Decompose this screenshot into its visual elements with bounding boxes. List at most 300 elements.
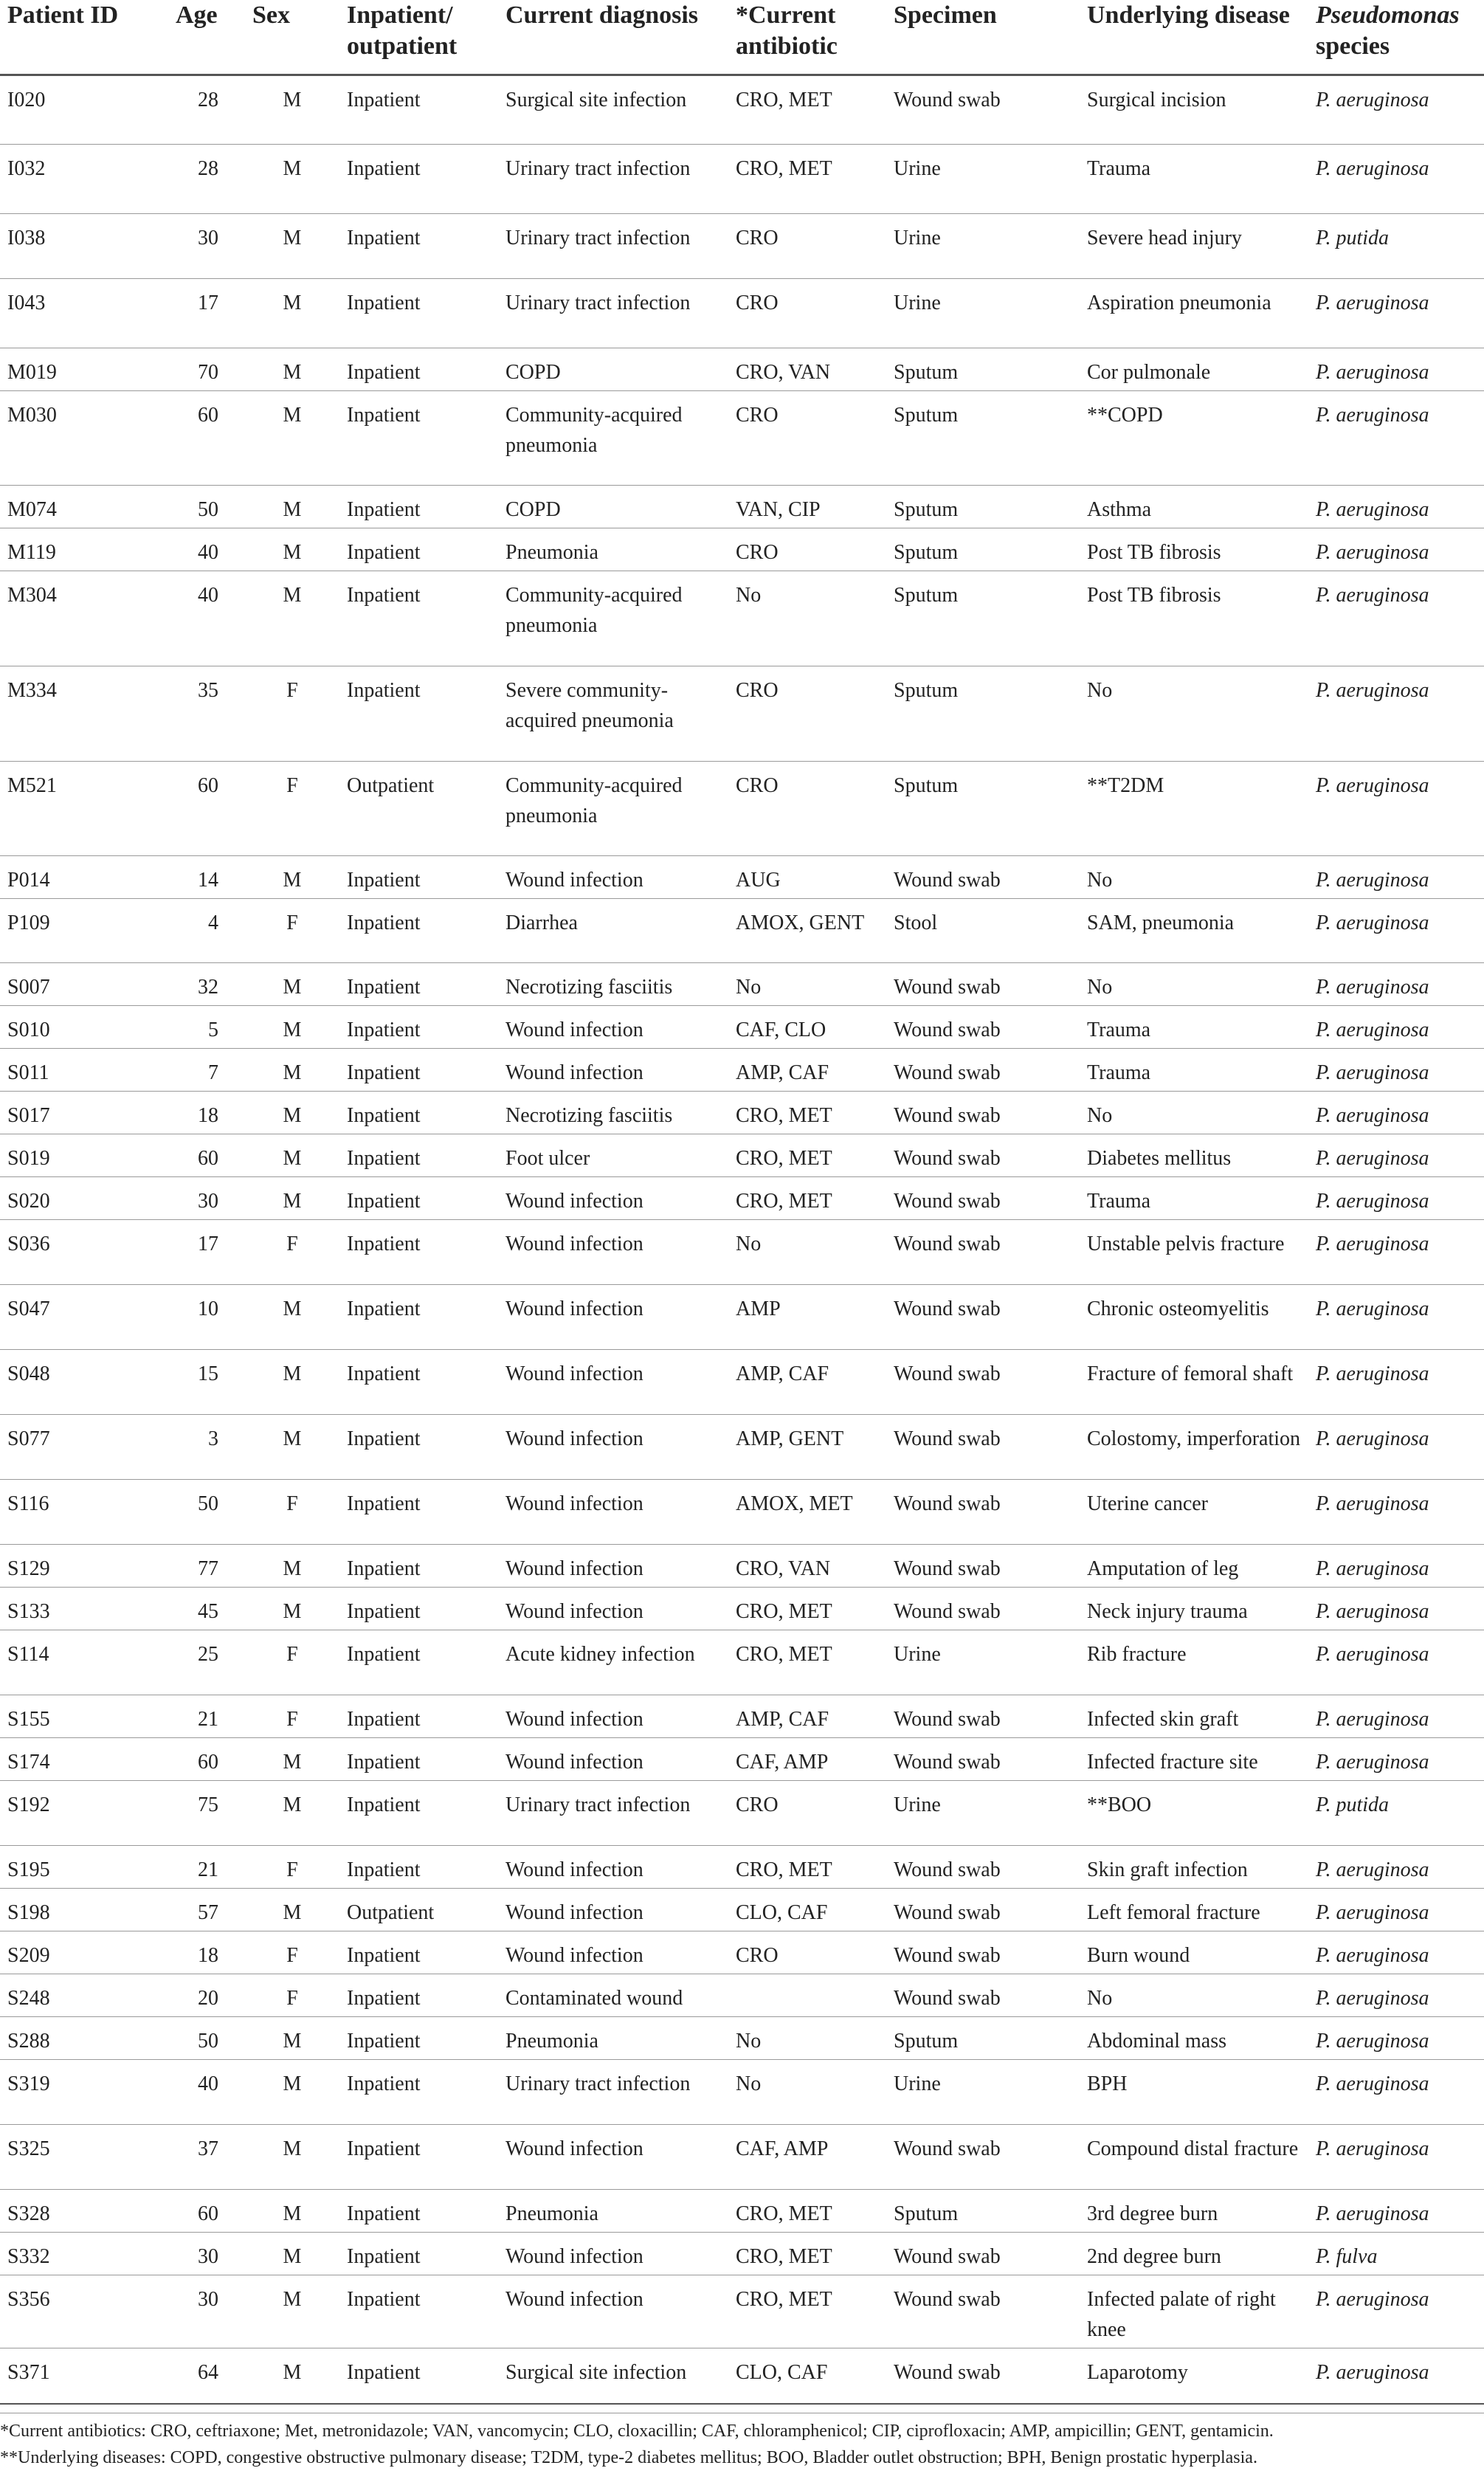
cell-in-out: Inpatient <box>347 1297 421 1320</box>
cell-underlying-disease: Chronic osteomyelitis <box>1087 1297 1269 1320</box>
cell-diagnosis: COPD <box>505 498 561 521</box>
cell-antibiotic: CRO, MET <box>736 1600 832 1623</box>
cell-patient-id: I043 <box>7 292 46 314</box>
cell-patient-id: S114 <box>7 1643 49 1666</box>
table-row <box>0 1781 1484 1846</box>
cell-patient-id: S248 <box>7 1987 50 2010</box>
cell-in-out: Inpatient <box>347 2245 421 2268</box>
cell-underlying-disease: Colostomy, imperforation <box>1087 1427 1301 1450</box>
table-row <box>0 899 1484 963</box>
cell-patient-id: M019 <box>7 361 57 384</box>
cell-specimen: Urine <box>894 227 941 249</box>
cell-specimen: Wound swab <box>894 1600 1001 1623</box>
cell-diagnosis: Wound infection <box>505 1944 643 1967</box>
header-species <box>1308 0 1484 75</box>
table-body <box>0 75 1484 2413</box>
cell-sex: M <box>283 2137 302 2160</box>
cell-underlying-disease: Abdominal mass <box>1087 2030 1226 2053</box>
cell-sex: F <box>286 1858 298 1881</box>
table-row <box>0 1006 1484 1049</box>
cell-antibiotic: CRO, MET <box>736 2202 832 2225</box>
cell-age: 30 <box>198 2245 218 2268</box>
cell-age: 30 <box>198 227 218 249</box>
cell-sex: M <box>283 2202 302 2225</box>
cell-specimen: Sputum <box>894 361 959 384</box>
cell-underlying-disease: Asthma <box>1087 498 1152 521</box>
cell-species: P. aeruginosa <box>1316 1233 1429 1255</box>
cell-antibiotic: CAF, AMP <box>736 2137 829 2160</box>
cell-specimen: Sputum <box>894 2030 959 2053</box>
cell-patient-id: S017 <box>7 1104 50 1127</box>
cell-sex: M <box>283 361 302 384</box>
header-current-antibiotic: *Current antibiotic <box>736 1 838 60</box>
cell-underlying-disease: Aspiration pneumonia <box>1087 292 1271 314</box>
table-row <box>0 963 1484 1006</box>
cell-diagnosis: Surgical site infection <box>505 2361 687 2384</box>
cell-specimen: Wound swab <box>894 1987 1001 2010</box>
cell-antibiotic: AMOX, GENT <box>736 911 865 934</box>
cell-species: P. aeruginosa <box>1316 911 1429 934</box>
cell-diagnosis: Wound infection <box>505 1858 643 1881</box>
table-row <box>0 2233 1484 2275</box>
cell-in-out: Inpatient <box>347 2202 421 2225</box>
cell-specimen: Stool <box>894 911 938 934</box>
cell-specimen: Wound swab <box>894 1492 1001 1515</box>
cell-species: P. aeruginosa <box>1316 1019 1429 1041</box>
cell-sex: M <box>283 869 302 892</box>
cell-species: P. aeruginosa <box>1316 869 1429 892</box>
cell-in-out: Inpatient <box>347 541 421 564</box>
cell-underlying-disease: Infected fracture site <box>1087 1751 1258 1774</box>
cell-underlying-disease: Trauma <box>1087 1019 1151 1041</box>
cell-antibiotic: No <box>736 2072 762 2095</box>
table-row <box>0 2190 1484 2233</box>
cell-species: P. aeruginosa <box>1316 89 1429 111</box>
table-row <box>0 1630 1484 1695</box>
cell-sex: M <box>283 404 302 427</box>
cell-specimen: Wound swab <box>894 869 1001 892</box>
cell-antibiotic: CRO <box>736 541 779 564</box>
cell-species: P. aeruginosa <box>1316 1858 1429 1881</box>
header-underlying-disease: Underlying disease <box>1087 1 1290 29</box>
cell-patient-id: S011 <box>7 1061 49 1084</box>
cell-patient-id: S019 <box>7 1147 50 1170</box>
cell-specimen: Wound swab <box>894 976 1001 999</box>
table-row <box>0 1846 1484 1889</box>
cell-sex: M <box>283 2030 302 2053</box>
cell-age: 21 <box>198 1858 218 1881</box>
cell-sex: F <box>286 679 298 702</box>
table-row <box>0 571 1484 666</box>
cell-antibiotic: AMP, GENT <box>736 1427 844 1450</box>
cell-species: P. aeruginosa <box>1316 1708 1429 1731</box>
cell-specimen: Wound swab <box>894 1233 1001 1255</box>
footnote-underlying-diseases: **Underlying diseases: COPD, congestive obstructive pulmonary disease; T2DM, type-2 diabetes mellitus; BOO, Bladder outlet obstruction; BPH, Benign prostatic hyperplasia. <box>0 2448 1257 2467</box>
header-specimen: Specimen <box>894 1 997 29</box>
cell-antibiotic: CRO <box>736 227 779 249</box>
cell-specimen: Urine <box>894 292 941 314</box>
cell-in-out: Inpatient <box>347 89 421 111</box>
cell-sex: M <box>283 1061 302 1084</box>
cell-antibiotic: CRO <box>736 1793 779 1816</box>
cell-diagnosis: Urinary tract infection <box>505 1793 691 1816</box>
cell-age: 60 <box>198 1751 218 1774</box>
cell-underlying-disease: Trauma <box>1087 157 1151 180</box>
cell-age: 32 <box>198 976 218 999</box>
cell-specimen: Wound swab <box>894 1944 1001 1967</box>
cell-patient-id: S328 <box>7 2202 50 2225</box>
cell-underlying-disease: Unstable pelvis fracture <box>1087 1233 1285 1255</box>
cell-species: P. aeruginosa <box>1316 404 1429 427</box>
cell-age: 18 <box>198 1944 218 1967</box>
cell-underlying-disease: **COPD <box>1087 404 1163 427</box>
cell-age: 50 <box>198 498 218 521</box>
cell-age: 28 <box>198 157 218 180</box>
cell-age: 4 <box>208 911 218 934</box>
table-row <box>0 1889 1484 1931</box>
cell-in-out: Outpatient <box>347 1901 435 1924</box>
cell-species: P. aeruginosa <box>1316 1600 1429 1623</box>
cell-sex: M <box>283 89 302 111</box>
cell-antibiotic: CRO, MET <box>736 1190 832 1213</box>
cell-underlying-disease: Post TB fibrosis <box>1087 541 1221 564</box>
cell-in-out: Inpatient <box>347 2137 421 2160</box>
cell-in-out: Inpatient <box>347 292 421 314</box>
cell-underlying-disease: No <box>1087 976 1113 999</box>
table-row <box>0 1545 1484 1588</box>
table-row <box>0 2060 1484 2125</box>
cell-in-out: Inpatient <box>347 1190 421 1213</box>
cell-antibiotic: CAF, CLO <box>736 1019 826 1041</box>
cell-underlying-disease: 3rd degree burn <box>1087 2202 1218 2225</box>
cell-diagnosis: Urinary tract infection <box>505 2072 691 2095</box>
cell-antibiotic: CRO, MET <box>736 157 832 180</box>
cell-sex: M <box>283 1104 302 1127</box>
cell-in-out: Inpatient <box>347 1751 421 1774</box>
cell-species: P. aeruginosa <box>1316 1104 1429 1127</box>
cell-underlying-disease: Amputation of leg <box>1087 1557 1239 1580</box>
cell-age: 40 <box>198 584 218 607</box>
cell-age: 25 <box>198 1643 218 1666</box>
cell-in-out: Inpatient <box>347 1708 421 1731</box>
cell-underlying-disease: Rib fracture <box>1087 1643 1187 1666</box>
cell-antibiotic: CRO <box>736 404 779 427</box>
cell-underlying-disease: Infected skin graft <box>1087 1708 1239 1731</box>
cell-patient-id: S010 <box>7 1019 50 1041</box>
cell-specimen: Sputum <box>894 541 959 564</box>
cell-species: P. aeruginosa <box>1316 1751 1429 1774</box>
cell-in-out: Inpatient <box>347 2288 421 2311</box>
cell-antibiotic: AMP, CAF <box>736 1061 829 1084</box>
table-row <box>0 2125 1484 2190</box>
cell-in-out: Inpatient <box>347 1944 421 1967</box>
header-inpatient-outpatient: Inpatient/ outpatient <box>347 1 458 60</box>
cell-sex: F <box>286 774 298 797</box>
cell-species: P. aeruginosa <box>1316 1147 1429 1170</box>
cell-species: P. aeruginosa <box>1316 1643 1429 1666</box>
cell-specimen: Wound swab <box>894 1297 1001 1320</box>
cell-sex: M <box>283 227 302 249</box>
cell-diagnosis: Community-acquired pneumonia <box>505 404 683 457</box>
cell-diagnosis: Pneumonia <box>505 541 598 564</box>
cell-diagnosis: Necrotizing fasciitis <box>505 1104 673 1127</box>
cell-in-out: Inpatient <box>347 1061 421 1084</box>
cell-sex: F <box>286 1492 298 1515</box>
table-row <box>0 1134 1484 1177</box>
cell-in-out: Inpatient <box>347 1362 421 1385</box>
cell-species: P. putida <box>1316 227 1390 249</box>
cell-species: P. aeruginosa <box>1316 292 1429 314</box>
cell-in-out: Inpatient <box>347 2072 421 2095</box>
cell-sex: M <box>283 1190 302 1213</box>
cell-specimen: Wound swab <box>894 1751 1001 1774</box>
cell-specimen: Wound swab <box>894 2361 1001 2384</box>
cell-patient-id: S209 <box>7 1944 50 1967</box>
cell-diagnosis: Wound infection <box>505 1362 643 1385</box>
cell-species: P. aeruginosa <box>1316 584 1429 607</box>
cell-diagnosis: Wound infection <box>505 1708 643 1731</box>
cell-underlying-disease: Infected palate of right knee <box>1087 2288 1276 2341</box>
cell-antibiotic: CRO, VAN <box>736 361 831 384</box>
cell-specimen: Wound swab <box>894 1104 1001 1127</box>
cell-in-out: Inpatient <box>347 584 421 607</box>
cell-antibiotic: AMP, CAF <box>736 1708 829 1731</box>
cell-age: 64 <box>198 2361 218 2384</box>
cell-age: 77 <box>198 1557 218 1580</box>
cell-patient-id: M074 <box>7 498 57 521</box>
cell-patient-id: M304 <box>7 584 57 607</box>
cell-diagnosis: Wound infection <box>505 1061 643 1084</box>
cell-patient-id: S174 <box>7 1751 50 1774</box>
cell-antibiotic <box>728 1974 886 2017</box>
cell-in-out: Inpatient <box>347 1019 421 1041</box>
cell-age: 60 <box>198 2202 218 2225</box>
cell-sex: M <box>283 292 302 314</box>
cell-antibiotic: CRO <box>736 774 779 797</box>
table-row <box>0 666 1484 762</box>
cell-sex: M <box>283 1019 302 1041</box>
cell-sex: M <box>283 1901 302 1924</box>
cell-sex: F <box>286 911 298 934</box>
cell-diagnosis: Pneumonia <box>505 2202 598 2225</box>
cell-patient-id: S195 <box>7 1858 50 1881</box>
cell-specimen: Wound swab <box>894 2288 1001 2311</box>
cell-age: 40 <box>198 541 218 564</box>
cell-specimen: Sputum <box>894 679 959 702</box>
cell-age: 50 <box>198 2030 218 2053</box>
header-current-diagnosis: Current diagnosis <box>505 1 699 29</box>
cell-specimen: Wound swab <box>894 1362 1001 1385</box>
cell-sex: F <box>286 1708 298 1731</box>
cell-patient-id: M521 <box>7 774 57 797</box>
table-row <box>0 391 1484 486</box>
cell-in-out: Inpatient <box>347 1233 421 1255</box>
cell-patient-id: S288 <box>7 2030 50 2053</box>
cell-diagnosis: Community-acquired pneumonia <box>505 774 683 827</box>
header-patient-id: Patient ID <box>7 1 119 29</box>
cell-specimen: Wound swab <box>894 1147 1001 1170</box>
cell-in-out: Inpatient <box>347 679 421 702</box>
cell-antibiotic: No <box>736 976 762 999</box>
cell-specimen: Wound swab <box>894 1061 1001 1084</box>
cell-in-out: Inpatient <box>347 976 421 999</box>
cell-species: P. aeruginosa <box>1316 2361 1429 2384</box>
cell-antibiotic: AUG <box>736 869 781 892</box>
cell-specimen: Wound swab <box>894 89 1001 111</box>
cell-underlying-disease: Uterine cancer <box>1087 1492 1208 1515</box>
footnotes <box>0 2403 1484 2471</box>
cell-in-out: Inpatient <box>347 1793 421 1816</box>
table-row <box>0 1285 1484 1350</box>
cell-patient-id: I020 <box>7 89 46 111</box>
cell-age: 75 <box>198 1793 218 1816</box>
cell-species: P. aeruginosa <box>1316 1362 1429 1385</box>
cell-sex: M <box>283 1600 302 1623</box>
cell-species: P. aeruginosa <box>1316 2030 1429 2053</box>
cell-sex: M <box>283 1557 302 1580</box>
cell-underlying-disease: **T2DM <box>1087 774 1164 797</box>
cell-species: P. putida <box>1316 1793 1390 1816</box>
cell-age: 17 <box>198 292 218 314</box>
cell-in-out: Inpatient <box>347 227 421 249</box>
cell-antibiotic: CRO, MET <box>736 2288 832 2311</box>
cell-diagnosis: Necrotizing fasciitis <box>505 976 673 999</box>
cell-age: 45 <box>198 1600 218 1623</box>
cell-antibiotic: AMP, CAF <box>736 1362 829 1385</box>
cell-age: 60 <box>198 404 218 427</box>
header-species-word: species <box>1316 32 1390 60</box>
cell-underlying-disease: Left femoral fracture <box>1087 1901 1260 1924</box>
cell-underlying-disease: Laparotomy <box>1087 2361 1188 2384</box>
table-row <box>0 1092 1484 1134</box>
cell-in-out: Inpatient <box>347 869 421 892</box>
cell-patient-id: S198 <box>7 1901 50 1924</box>
cell-diagnosis: Wound infection <box>505 1901 643 1924</box>
cell-antibiotic: CRO <box>736 1944 779 1967</box>
cell-sex: M <box>283 2361 302 2384</box>
cell-diagnosis: Acute kidney infection <box>505 1643 695 1666</box>
cell-patient-id: S332 <box>7 2245 50 2268</box>
cell-antibiotic: CRO, MET <box>736 1643 832 1666</box>
cell-age: 30 <box>198 2288 218 2311</box>
header-sex: Sex <box>252 1 290 29</box>
cell-specimen: Wound swab <box>894 2245 1001 2268</box>
cell-patient-id: I038 <box>7 227 46 249</box>
cell-species: P. aeruginosa <box>1316 2288 1429 2311</box>
cell-patient-id: S371 <box>7 2361 50 2384</box>
cell-antibiotic: AMOX, MET <box>736 1492 853 1515</box>
cell-patient-id: S129 <box>7 1557 50 1580</box>
cell-underlying-disease: BPH <box>1087 2072 1128 2095</box>
cell-patient-id: S047 <box>7 1297 50 1320</box>
cell-patient-id: S325 <box>7 2137 50 2160</box>
cell-specimen: Wound swab <box>894 2137 1001 2160</box>
header-species-genus: Pseudomonas <box>1316 1 1460 29</box>
table-row <box>0 214 1484 279</box>
cell-age: 50 <box>198 1492 218 1515</box>
table-row <box>0 279 1484 348</box>
cell-patient-id: S116 <box>7 1492 49 1515</box>
cell-diagnosis: Community-acquired pneumonia <box>505 584 683 637</box>
cell-diagnosis: Surgical site infection <box>505 89 687 111</box>
cell-sex: M <box>283 157 302 180</box>
cell-underlying-disease: No <box>1087 869 1113 892</box>
cell-sex: F <box>286 1233 298 1255</box>
cell-specimen: Sputum <box>894 498 959 521</box>
cell-diagnosis: Wound infection <box>505 1751 643 1774</box>
cell-in-out: Inpatient <box>347 2361 421 2384</box>
cell-patient-id: S192 <box>7 1793 50 1816</box>
cell-age: 14 <box>198 869 218 892</box>
table-row <box>0 75 1484 145</box>
cell-species: P. aeruginosa <box>1316 361 1429 384</box>
header-age: Age <box>176 1 218 29</box>
cell-in-out: Inpatient <box>347 1492 421 1515</box>
cell-underlying-disease: Trauma <box>1087 1061 1151 1084</box>
cell-specimen: Wound swab <box>894 1708 1001 1731</box>
cell-age: 15 <box>198 1362 218 1385</box>
cell-sex: M <box>283 1751 302 1774</box>
cell-diagnosis: Contaminated wound <box>505 1987 683 2010</box>
cell-antibiotic: CAF, AMP <box>736 1751 829 1774</box>
cell-sex: F <box>286 1987 298 2010</box>
table-row <box>0 1974 1484 2017</box>
cell-age: 5 <box>208 1019 218 1041</box>
cell-diagnosis: Pneumonia <box>505 2030 598 2053</box>
cell-in-out: Inpatient <box>347 1557 421 1580</box>
cell-diagnosis: COPD <box>505 361 561 384</box>
cell-antibiotic: AMP <box>736 1297 781 1320</box>
cell-diagnosis: Urinary tract infection <box>505 157 691 180</box>
cell-in-out: Inpatient <box>347 404 421 427</box>
table-row <box>0 486 1484 528</box>
cell-patient-id: M030 <box>7 404 57 427</box>
table-row <box>0 2017 1484 2060</box>
cell-species: P. fulva <box>1316 2245 1378 2268</box>
cell-in-out: Inpatient <box>347 1643 421 1666</box>
cell-specimen: Wound swab <box>894 1557 1001 1580</box>
cell-species: P. aeruginosa <box>1316 976 1429 999</box>
cell-antibiotic: CRO, MET <box>736 89 832 111</box>
cell-patient-id: S048 <box>7 1362 50 1385</box>
cell-underlying-disease: Trauma <box>1087 1190 1151 1213</box>
cell-antibiotic: No <box>736 1233 762 1255</box>
cell-antibiotic: CLO, CAF <box>736 2361 828 2384</box>
cell-antibiotic: CRO <box>736 292 779 314</box>
cell-in-out: Inpatient <box>347 361 421 384</box>
cell-antibiotic: CRO <box>736 679 779 702</box>
table-row <box>0 1695 1484 1738</box>
cell-age: 57 <box>198 1901 218 1924</box>
cell-species: P. aeruginosa <box>1316 1987 1429 2010</box>
table-row <box>0 1350 1484 1415</box>
cell-species: P. aeruginosa <box>1316 679 1429 702</box>
cell-diagnosis: Wound infection <box>505 1233 643 1255</box>
cell-age: 10 <box>198 1297 218 1320</box>
table-row <box>0 1220 1484 1285</box>
cell-in-out: Inpatient <box>347 1987 421 2010</box>
cell-antibiotic: No <box>736 584 762 607</box>
cell-patient-id: S133 <box>7 1600 50 1623</box>
table-row <box>0 1415 1484 1480</box>
cell-patient-id: S020 <box>7 1190 50 1213</box>
cell-sex: M <box>283 1793 302 1816</box>
table-row <box>0 1049 1484 1092</box>
cell-underlying-disease: Neck injury trauma <box>1087 1600 1248 1623</box>
cell-species: P. aeruginosa <box>1316 498 1429 521</box>
cell-species: P. aeruginosa <box>1316 1297 1429 1320</box>
cell-diagnosis: Wound infection <box>505 2245 643 2268</box>
